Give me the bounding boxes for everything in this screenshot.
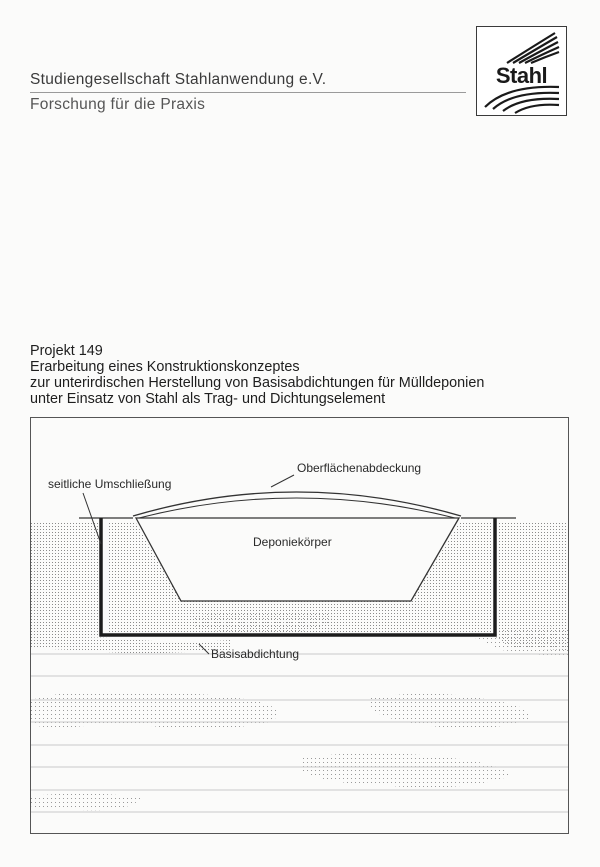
surface-cover	[133, 492, 461, 516]
project-block	[30, 343, 570, 407]
label-landfill-body: Deponiekörper	[253, 535, 332, 549]
strata-lines	[31, 654, 568, 812]
project-title-line-1: Erarbeitung eines Konstruktionskonzeptes	[30, 359, 300, 375]
label-surface-cover: Oberflächenabdeckung	[297, 461, 422, 475]
label-lateral-enclosure: seitliche Umschließung	[48, 477, 172, 491]
project-title-line-3: unter Einsatz von Stahl als Trag- und Dichtungselement	[30, 391, 386, 407]
label-base-seal: Basisabdichtung	[211, 647, 300, 661]
organization-subtitle: Forschung für die Praxis	[30, 96, 206, 113]
logo-wordmark: Stahl	[495, 63, 548, 88]
header-rule	[30, 92, 466, 93]
project-number: Projekt 149	[30, 343, 103, 359]
stahl-logo	[476, 26, 567, 116]
organization-name: Studiengesellschaft Stahlanwendung e.V.	[30, 71, 327, 88]
landfill-cross-section-diagram	[30, 417, 569, 834]
landfill-body	[136, 518, 459, 601]
project-title-line-2: zur unterirdischen Herstellung von Basisabdichtungen für Mülldeponien	[30, 375, 485, 391]
